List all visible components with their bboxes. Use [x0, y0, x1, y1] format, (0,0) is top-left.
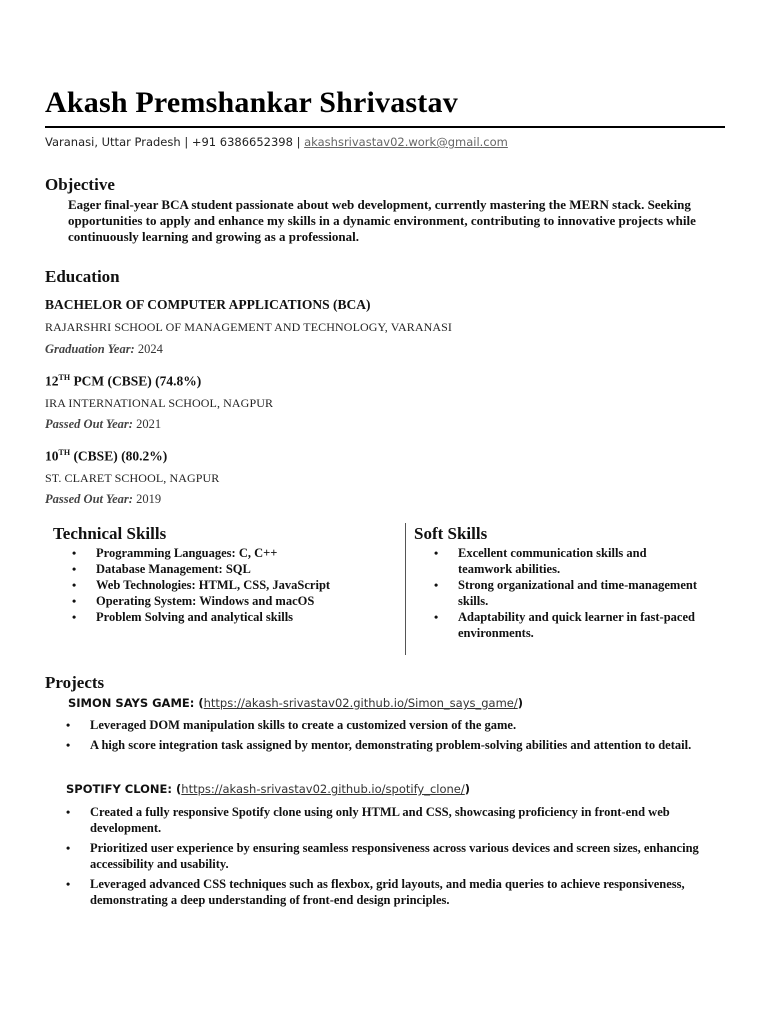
list-item: • Database Management: SQL	[70, 561, 400, 577]
list-item: • Web Technologies: HTML, CSS, JavaScript	[70, 577, 400, 593]
education-year-label-1: Graduation Year:	[45, 342, 135, 356]
list-item: • Leveraged DOM manipulation skills to create a customized version of the game.	[64, 717, 728, 733]
project-title-spotify	[66, 782, 470, 796]
project-name-simon: SIMON SAYS GAME:	[68, 696, 199, 710]
education-title-2	[45, 373, 201, 390]
technical-skills-heading: Technical Skills	[53, 524, 167, 543]
education-title-3-sup: TH	[58, 448, 71, 457]
soft-skills-list	[432, 545, 702, 641]
list-item: • Adaptability and quick learner in fast-paced environments.	[432, 609, 702, 641]
list-item: • Strong organizational and time-management skills.	[432, 577, 702, 609]
education-institution-2: IRA INTERNATIONAL SCHOOL, NAGPUR	[45, 396, 274, 410]
contact-text: Varanasi, Uttar Pradesh | +91 6386652398 |	[45, 135, 305, 149]
projects-heading: Projects	[45, 673, 105, 692]
candidate-name: Akash Premshankar Shrivastav	[45, 86, 458, 119]
project-link-spotify[interactable]: https://akash-srivastav02.github.io/spotify_clone/	[181, 782, 465, 796]
education-title-1: BACHELOR OF COMPUTER APPLICATIONS (BCA)	[45, 297, 371, 312]
education-title-2-rest: PCM (CBSE) (74.8%)	[70, 373, 202, 389]
education-year-value-2: 2021	[136, 417, 162, 431]
soft-skills-heading: Soft Skills	[414, 524, 488, 543]
education-institution-3: ST. CLARET SCHOOL, NAGPUR	[45, 471, 220, 485]
paren-open: (	[176, 782, 182, 796]
paren-open: (	[198, 696, 204, 710]
education-title-3-rest: (CBSE) (80.2%)	[70, 448, 168, 464]
education-year-label-2: Passed Out Year:	[45, 417, 133, 431]
objective-text: Eager final-year BCA student passionate about web development, currently mastering the MERN stack. Seeking opportunities to apply and enhance my skills in a dynamic environment, contributing to innovative projects while continuously learning and growing as a professional.	[68, 197, 696, 244]
skills-divider	[405, 523, 406, 655]
education-year-3	[45, 492, 161, 507]
education-year-2	[45, 417, 161, 432]
technical-skills-list	[70, 545, 400, 625]
education-year-value-1: 2024	[137, 342, 163, 356]
education-institution-1: RAJARSHRI SCHOOL OF MANAGEMENT AND TECHNOLOGY, VARANASI	[45, 320, 452, 334]
email-link[interactable]: akashsrivastav02.work@gmail.com	[304, 135, 508, 149]
education-heading: Education	[45, 267, 120, 286]
list-item: • Prioritized user experience by ensuring seamless responsiveness across various devices and screen sizes, enhancing accessibility and usability.	[64, 840, 728, 872]
education-title-2-sup: TH	[58, 373, 71, 382]
education-title-3-num: 10	[45, 448, 59, 464]
education-title-2-num: 12	[45, 373, 59, 389]
paren-close: )	[517, 696, 524, 710]
contact-line	[45, 135, 508, 149]
project-bullets-spotify	[64, 804, 728, 908]
header-rule	[45, 126, 725, 128]
education-title-3	[45, 448, 167, 465]
list-item: • Problem Solving and analytical skills	[70, 609, 400, 625]
list-item: • Leveraged advanced CSS techniques such as flexbox, grid layouts, and media queries to achieve responsiveness, demonstrating a deep understanding of front-end design principles.	[64, 876, 728, 908]
list-item: • Operating System: Windows and macOS	[70, 593, 400, 609]
project-name-spotify: SPOTIFY CLONE:	[66, 782, 177, 796]
list-item: • Excellent communication skills and teamwork abilities.	[432, 545, 702, 577]
project-link-simon[interactable]: https://akash-srivastav02.github.io/Simon_says_game/	[203, 696, 518, 710]
list-item: • Created a fully responsive Spotify clone using only HTML and CSS, showcasing proficiency in front-end web development.	[64, 804, 728, 836]
list-item: • Programming Languages: C, C++	[70, 545, 400, 561]
objective-heading: Objective	[45, 175, 115, 194]
education-year-value-3: 2019	[136, 492, 162, 506]
education-year-label-3: Passed Out Year:	[45, 492, 133, 506]
education-year-1	[45, 342, 163, 357]
list-item: • A high score integration task assigned by mentor, demonstrating problem-solving abilities and attention to detail.	[64, 737, 728, 753]
project-bullets-simon	[64, 717, 728, 753]
project-title-simon	[68, 696, 523, 710]
paren-close: )	[464, 782, 471, 796]
